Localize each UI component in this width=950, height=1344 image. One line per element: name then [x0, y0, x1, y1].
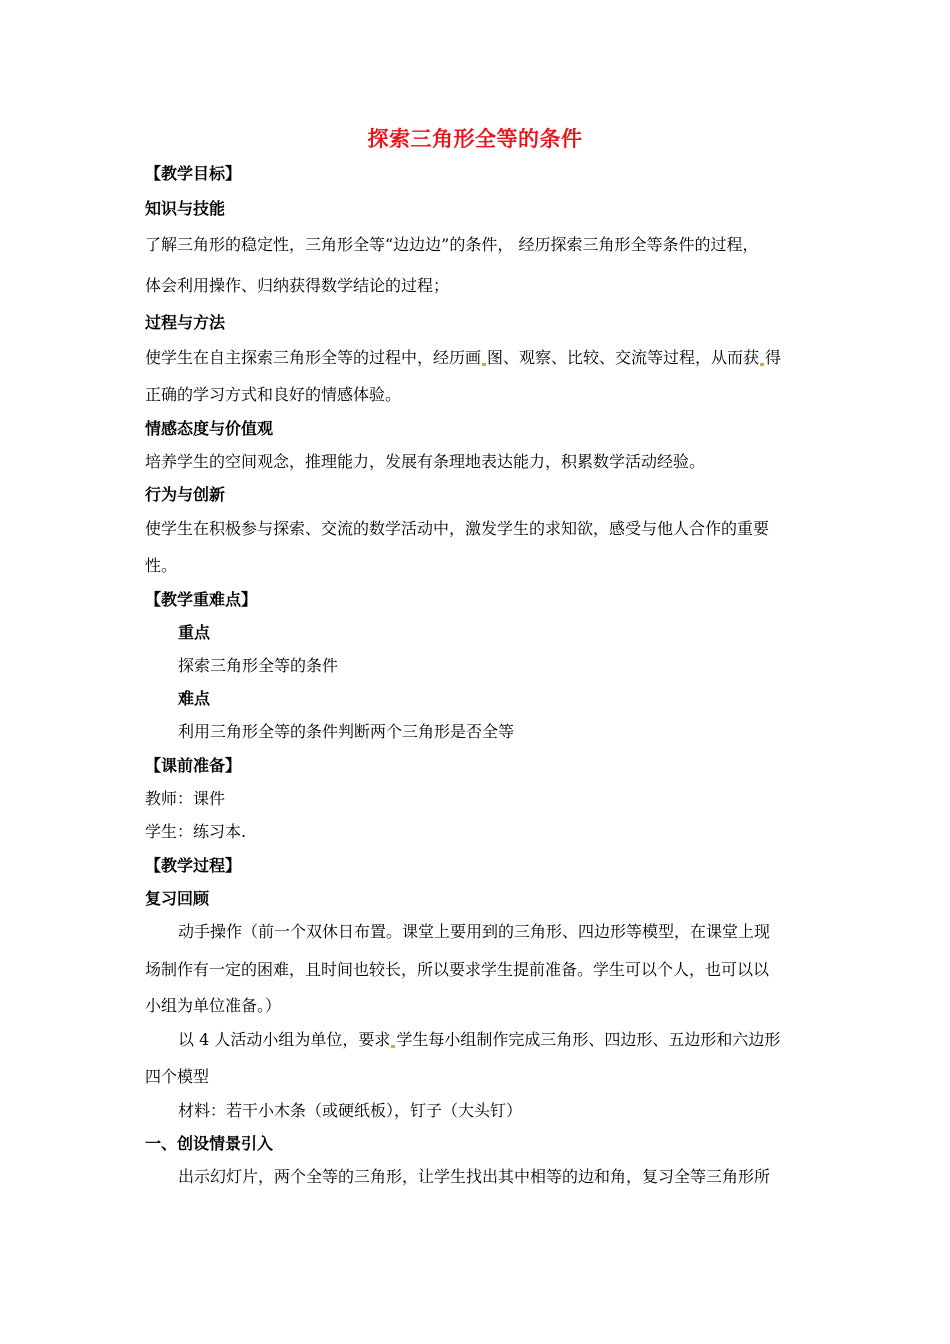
heading-knowledge-skills: 知识与技能 — [145, 199, 226, 218]
heading-scenario-intro: 一、创设情景引入 — [145, 1134, 274, 1153]
heading-process-method: 过程与方法 — [145, 313, 226, 332]
process-text-part-2: 图、观察、比较、交流等过程，从而获 — [487, 348, 760, 367]
section-teaching-procedure: 【教学过程】 — [145, 856, 242, 875]
paragraph-behavior-line-2: 性。 — [145, 556, 178, 575]
paragraph-student-prep: 学生：练习本. — [145, 822, 247, 841]
section-teaching-goals: 【教学目标】 — [145, 164, 242, 183]
paragraph-review-line-2: 场制作有一定的困难，且时间也较长，所以要求学生提前准备。学生可以个人，也可以以 — [145, 960, 770, 979]
highlight-mark — [760, 363, 764, 366]
paragraph-process-line-1 — [145, 348, 781, 368]
paragraph-difficult-point: 利用三角形全等的条件判断两个三角形是否全等 — [178, 722, 515, 741]
paragraph-emotion: 培养学生的空间观念，推理能力，发展有条理地表达能力，积累数学活动经验。 — [145, 452, 706, 471]
highlight-mark — [482, 363, 486, 366]
heading-review: 复习回顾 — [145, 889, 210, 908]
paragraph-review-line-3: 小组为单位准备。） — [145, 996, 282, 1015]
paragraph-materials: 材料：若干小木条（或硬纸板），钉子（大头钉） — [178, 1101, 523, 1120]
paragraph-knowledge-line-2: 体会利用操作、归纳获得数学结论的过程； — [145, 276, 450, 295]
paragraph-behavior-line-1: 使学生在积极参与探索、交流的数学活动中，激发学生的求知欲，感受与他人合作的重要 — [145, 519, 770, 538]
paragraph-key-point: 探索三角形全等的条件 — [178, 656, 339, 675]
paragraph-teacher-prep: 教师：课件 — [145, 789, 226, 808]
group-text-part-2: 学生每小组制作完成三角形、四边形、五边形和六边形 — [396, 1030, 781, 1049]
paragraph-process-line-2: 正确的学习方式和良好的情感体验。 — [145, 385, 402, 404]
heading-emotion-values: 情感态度与价值观 — [145, 419, 274, 438]
heading-key-point: 重点 — [178, 623, 211, 642]
group-text-part-1: 以 4 人活动小组为单位，要求 — [178, 1030, 391, 1049]
document-title: 探索三角形全等的条件 — [367, 127, 583, 151]
heading-behavior-innovation: 行为与创新 — [145, 485, 226, 504]
paragraph-group-line-1 — [178, 1030, 780, 1050]
paragraph-review-line-1: 动手操作（前一个双休日布置。课堂上要用到的三角形、四边形等模型，在课堂上现 — [178, 922, 771, 941]
process-text-part-1: 使学生在自主探索三角形全等的过程中，经历画 — [145, 348, 482, 367]
heading-difficult-point: 难点 — [178, 689, 211, 708]
paragraph-intro-line-1: 出示幻灯片，两个全等的三角形，让学生找出其中相等的边和角，复习全等三角形所 — [178, 1167, 771, 1186]
paragraph-group-line-2: 四个模型 — [145, 1067, 210, 1086]
process-text-part-3: 得 — [765, 348, 782, 367]
highlight-mark — [391, 1045, 395, 1048]
paragraph-knowledge-line-1: 了解三角形的稳定性，三角形全等“边边边”的条件， 经历探索三角形全等条件的过程， — [145, 235, 759, 254]
section-key-difficult-points: 【教学重难点】 — [145, 590, 258, 609]
section-preparation: 【课前准备】 — [145, 756, 242, 775]
